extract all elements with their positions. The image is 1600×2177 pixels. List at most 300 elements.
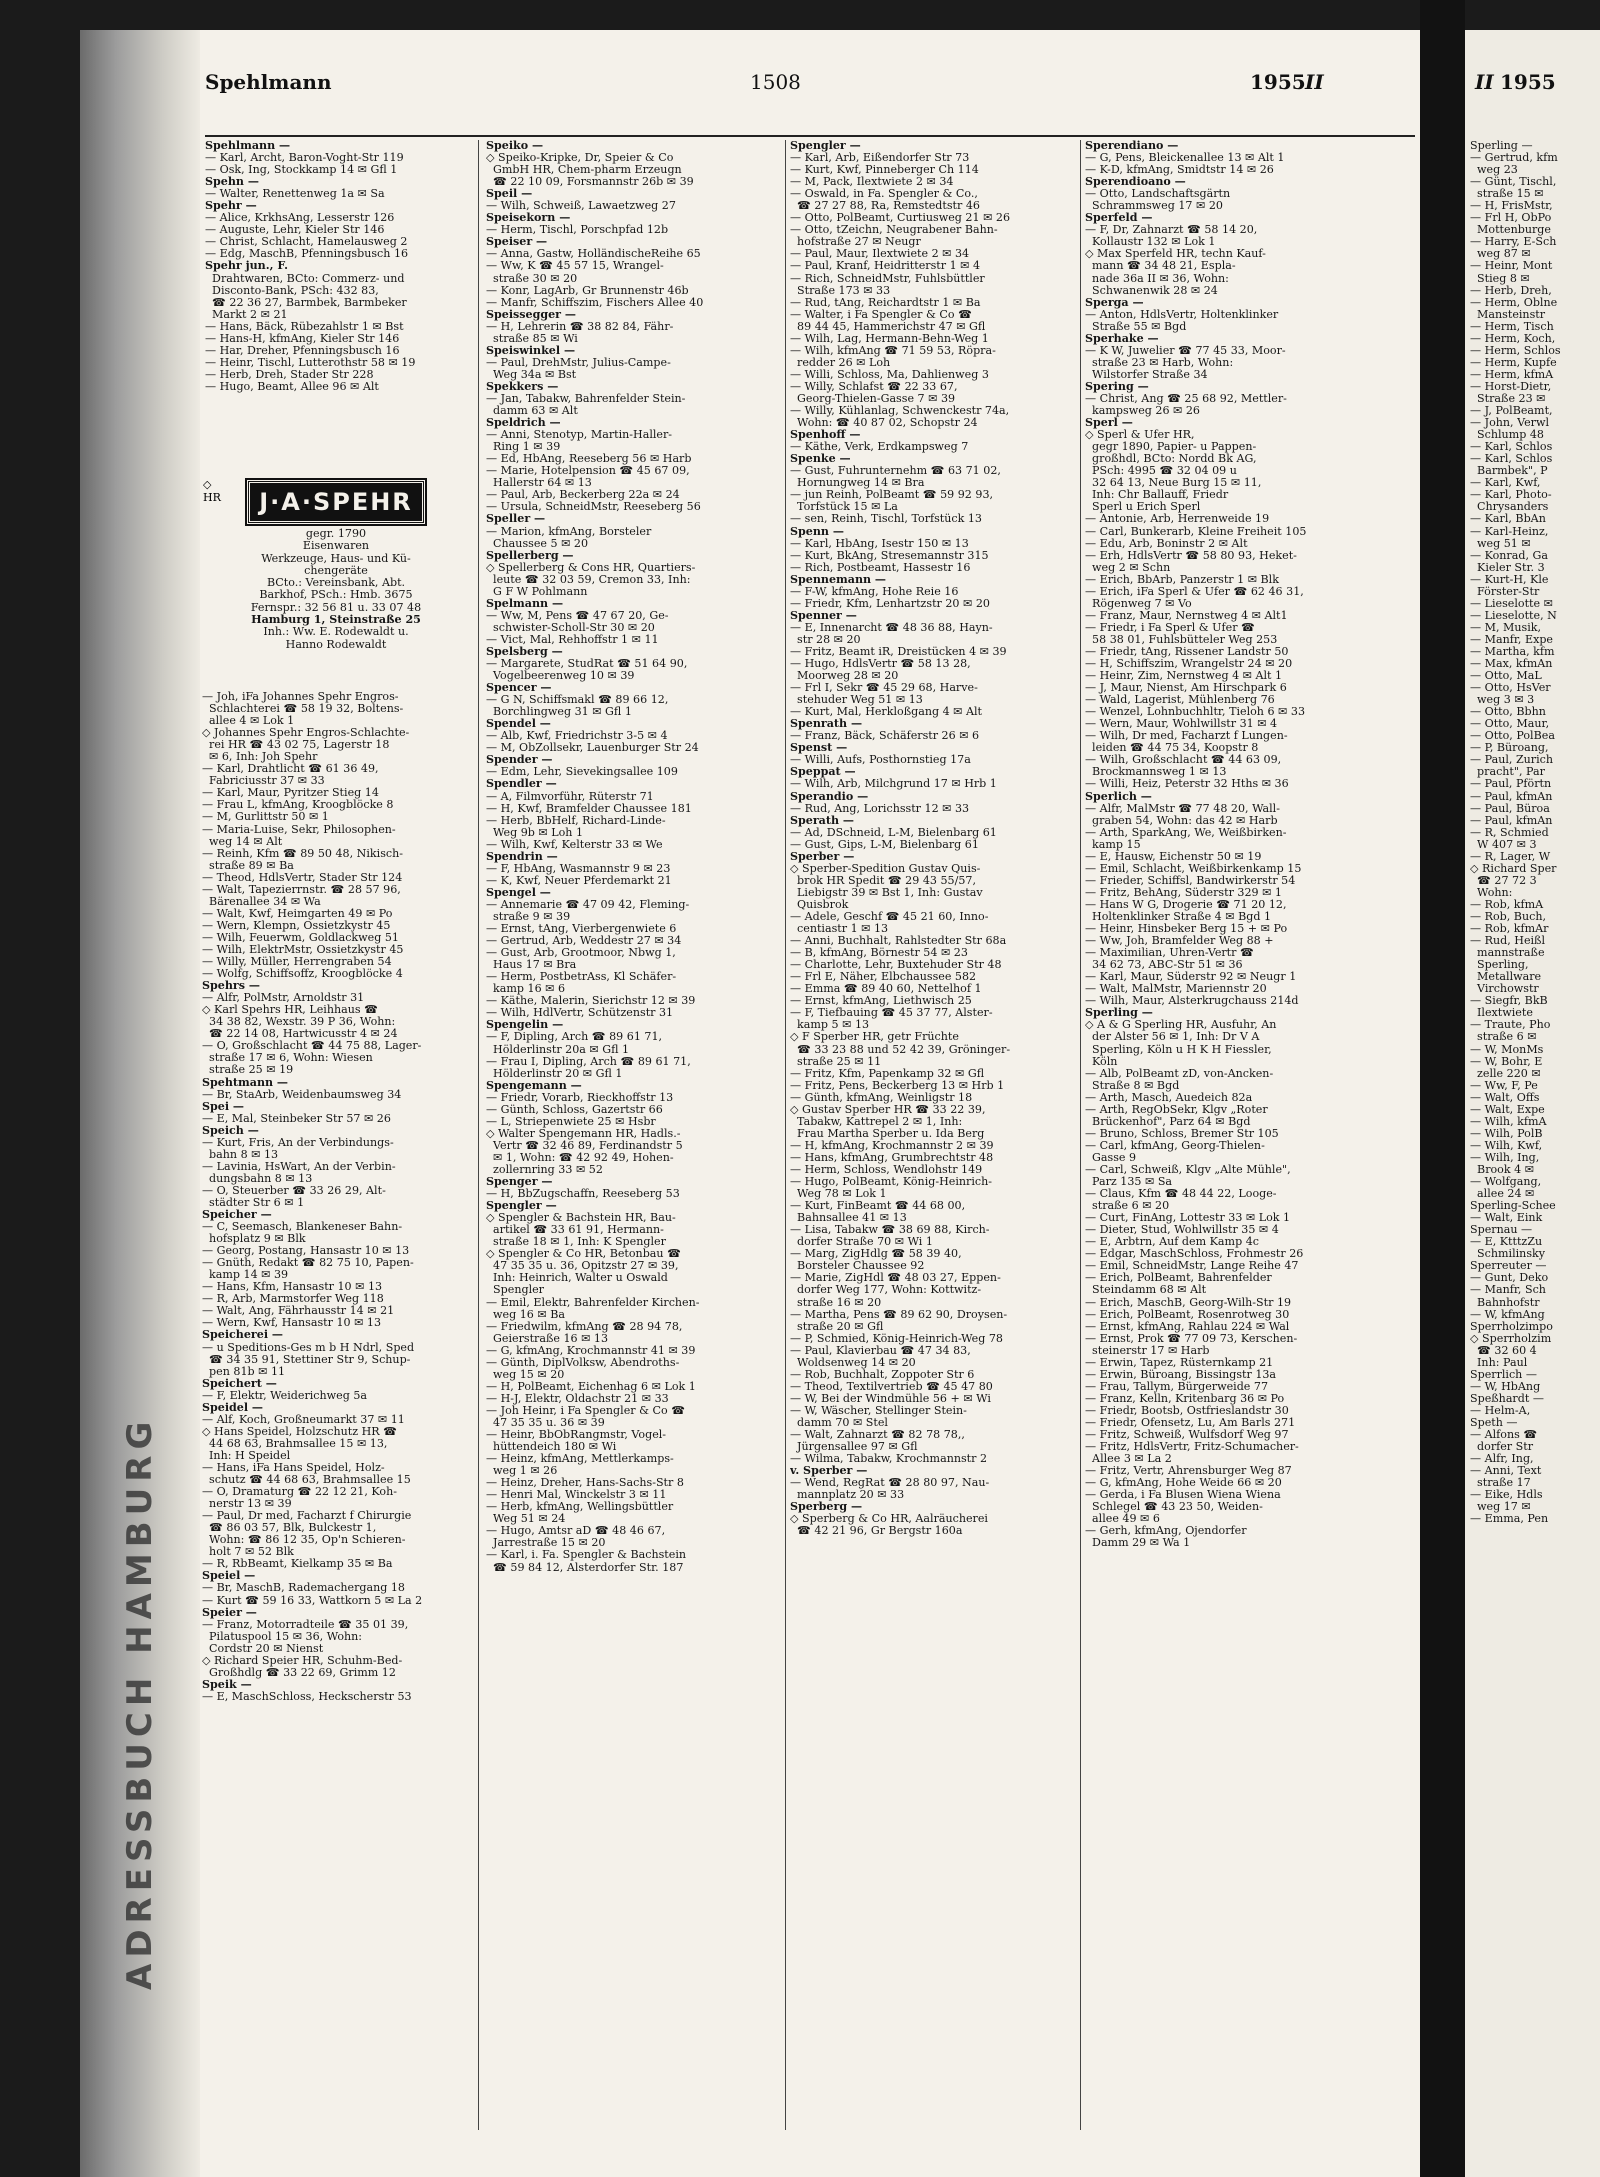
directory-entry-line: — Kurt, Fris, An der Verbindungs-: [202, 1135, 394, 1149]
directory-entry-line: Sperath —: [790, 813, 855, 827]
directory-entry-line: schwister-Scholl-Str 30 ✉ 20: [486, 620, 655, 634]
directory-entry-line: — Wend, RegRat ☎ 28 80 97, Nau-: [790, 1476, 990, 1490]
directory-entry-line: — Günth, Schloss, Gazertstr 66: [486, 1102, 663, 1116]
directory-entry-line: — Christ, Ang ☎ 25 68 92, Mettler-: [1085, 391, 1287, 405]
directory-entry-line: — Karl, Maur, Pyritzer Stieg 14: [202, 786, 379, 800]
directory-entry-line: — Erwin, Büroang, Bissingstr 13a: [1085, 1367, 1277, 1381]
directory-entry-line: — J, Maur, Nienst, Am Hirschpark 6: [1085, 681, 1287, 695]
facing-entry-line: Spernau —: [1470, 1223, 1533, 1237]
facing-entry-line: — Walt, Expe: [1470, 1102, 1545, 1116]
directory-entry-line: Georg-Thielen-Gasse 7 ✉ 39: [790, 391, 956, 405]
directory-entry-line: gegr 1890, Papier- u Pappen-: [1085, 440, 1257, 454]
directory-entry-line: — Hans, Kfm, Hansastr 10 ✉ 13: [202, 1280, 383, 1294]
directory-entry-line: Allee 3 ✉ La 2: [1085, 1452, 1172, 1466]
directory-entry-line: Speisekorn —: [486, 211, 571, 225]
directory-entry-line: straße 9 ✉ 39: [486, 910, 571, 923]
directory-entry-line: — Walt, Kwf, Heimgarten 49 ✉ Po: [202, 906, 393, 920]
directory-entry-line: — u Speditions-Ges m b H Ndrl, Sped: [202, 1340, 415, 1354]
directory-column-3: [790, 140, 1086, 2130]
directory-entry-line: Torfstück 15 ✉ La: [790, 500, 898, 514]
directory-entry-line: — Wilh, Maur, Alsterkrugchauss 214d: [1085, 994, 1299, 1008]
directory-entry-line: — Walt, MalMstr, Mariennstr 20: [1085, 982, 1267, 996]
facing-entry-line: ◇ Sperrholzim: [1470, 1331, 1552, 1345]
facing-entry-line: — Karl, BbAn: [1470, 512, 1546, 526]
directory-entry-line: — Christ, Schlacht, Hamelausweg 2: [205, 235, 408, 249]
facing-entry-line: pracht", Par: [1470, 765, 1545, 779]
directory-entry-line: — Wald, Lagerist, Mühlenberg 76: [1085, 693, 1275, 707]
directory-entry-line: Fabriciusstr 37 ✉ 33: [202, 774, 325, 788]
directory-entry-line: — Rich, SchneidMstr, Fuhlsbüttler: [790, 271, 985, 285]
directory-entry-line: — Wilh, Dr med, Facharzt f Lungen-: [1085, 729, 1288, 743]
directory-entry-line: — Fritz, HdlsVertr, Fritz-Schumacher-: [1085, 1440, 1299, 1454]
directory-entry-line: — Wern, Klempn, Ossietzkystr 45: [202, 918, 391, 932]
facing-entry-line: — Lieselotte ✉: [1470, 596, 1553, 610]
directory-entry-line: Steindamm 68 ✉ Alt: [1085, 1283, 1207, 1297]
facing-entry-line: — Otto, MaL: [1470, 669, 1542, 683]
directory-entry-line: Spengemann —: [486, 1078, 582, 1092]
facing-entry-line: — Karl, Schlos: [1470, 440, 1553, 454]
facing-entry-line: — R, Schmied: [1470, 825, 1549, 839]
directory-entry-line: Sperberg —: [790, 1500, 863, 1514]
facing-entry-line: — Otto, Maur,: [1470, 717, 1550, 731]
directory-entry-line: — Hans, kfmAng, Grumbrechtstr 48: [790, 1150, 994, 1164]
directory-entry-line: — F, HbAng, Wasmannstr 9 ✉ 23: [486, 861, 671, 875]
directory-entry-line: ◇ Sperl & Ufer HR,: [1085, 428, 1195, 442]
directory-entry-line: ☎ 22 10 09, Forsmannstr 26b ✉ 39: [486, 175, 694, 189]
directory-entry-line: — Gust, Gips, L-M, Bielenbarg 61: [790, 837, 979, 851]
facing-entry-line: — Eike, Hdls: [1470, 1488, 1543, 1502]
directory-entry-line: — Ww, K ☎ 45 57 15, Wrangel-: [486, 259, 664, 273]
directory-entry-line: — Wilh, Großschlacht ☎ 44 63 09,: [1085, 753, 1282, 767]
directory-entry-line: ◇ A & G Sperling HR, Ausfuhr, An: [1085, 1018, 1277, 1032]
directory-column-1-lower: [202, 691, 474, 2131]
facing-entry-line: — Günt, Tischl,: [1470, 175, 1557, 189]
directory-entry-line: — M, ObZollsekr, Lauenburger Str 24: [486, 741, 699, 755]
directory-entry-line: Speller —: [486, 512, 546, 526]
directory-entry-line: 34 62 73, ABC-Str 51 ✉ 36: [1085, 958, 1243, 972]
directory-entry-line: — Wern, Maur, Wohlwillstr 31 ✉ 4: [1085, 717, 1278, 731]
directory-entry-line: — G, kfmAng, Krochmannstr 41 ✉ 39: [486, 1343, 696, 1357]
directory-entry-line: — Konr, LagArb, Gr Brunnenstr 46b: [486, 283, 689, 297]
directory-entry-line: — Erh, HdlsVertr ☎ 58 80 93, Heket-: [1085, 548, 1297, 562]
directory-entry-line: — Paul, Klavierbau ☎ 47 34 83,: [790, 1343, 971, 1357]
directory-entry-line: — Gnüth, Redakt ☎ 82 75 10, Papen-: [202, 1256, 414, 1270]
directory-entry-line: ☎ 27 27 88, Ra, Remstedtstr 46: [790, 199, 980, 213]
directory-entry-line: — H, PolBeamt, Eichenhag 6 ✉ Lok 1: [486, 1379, 696, 1393]
facing-entry-line: weg 23: [1470, 163, 1518, 177]
directory-entry-line: damm 63 ✉ Alt: [486, 404, 578, 418]
directory-entry-line: — Gertrud, Arb, Weddestr 27 ✉ 34: [486, 934, 682, 948]
directory-entry-line: — Friedwilm, kfmAng ☎ 28 94 78,: [486, 1319, 683, 1333]
directory-entry-line: — Kurt, BkAng, Stresemannstr 315: [790, 548, 989, 562]
facing-entry-line: — Traute, Pho: [1470, 1018, 1551, 1032]
directory-entry-line: — Curt, FinAng, Lottestr 33 ✉ Lok 1: [1085, 1211, 1291, 1225]
ad-line: Hanno Rodewaldt: [285, 637, 387, 651]
directory-entry-line: pen 81b ✉ 11: [202, 1364, 286, 1378]
directory-entry-line: — Georg, Postang, Hansastr 10 ✉ 13: [202, 1244, 410, 1258]
directory-entry-line: — Anni, Stenotyp, Martin-Haller-: [486, 428, 673, 442]
directory-entry-line: Woldsenweg 14 ✉ 20: [790, 1355, 916, 1369]
directory-entry-line: — Frieder, Schiffsl, Bandwirkerstr 54: [1085, 873, 1296, 887]
ad-line: Inh.: Ww. E. Rodewaldt u.: [263, 625, 409, 639]
directory-entry-line: Speiser —: [486, 235, 548, 249]
directory-entry-line: 34 38 82, Wexstr. 39 P 36, Wohn:: [202, 1015, 396, 1029]
directory-entry-line: — H, Schiffszim, Wrangelstr 24 ✉ 20: [1085, 657, 1293, 671]
directory-entry-line: — F, Dipling, Arch ☎ 89 61 71,: [486, 1030, 663, 1044]
directory-entry-line: Kollaustr 132 ✉ Lok 1: [1085, 235, 1216, 249]
directory-entry-line: kamp 16 ✉ 6: [486, 982, 566, 996]
directory-entry-line: hofstraße 27 ✉ Neugr: [790, 235, 921, 249]
facing-entry-line: — Rob, Buch,: [1470, 910, 1546, 923]
ad-logo: J·A·SPEHR: [247, 480, 425, 524]
directory-entry-line: — Paul, Dr med, Facharzt f Chirurgie: [202, 1509, 412, 1523]
ad-line: BCto.: Vereinsbank, Abt.: [266, 576, 406, 590]
ad-line: Eisenwaren: [302, 539, 370, 553]
directory-entry-line: — Erich, PolBeamt, Bahrenfelder: [1085, 1271, 1272, 1285]
directory-entry-line: — Heinz, kfmAng, Mettlerkamps-: [486, 1452, 674, 1466]
facing-entry-line: ◇ Richard Sper: [1470, 861, 1557, 875]
directory-entry-line: Weg 9b ✉ Loh 1: [486, 825, 584, 839]
directory-entry-line: — Alb, PolBeamt zD, von-Ancken-: [1085, 1066, 1274, 1080]
directory-entry-line: — Otto, tZeichn, Neugrabener Bahn-: [790, 223, 998, 237]
directory-entry-line: kamp 15: [1085, 837, 1141, 851]
directory-entry-line: — Otto, Landschaftsgärtn: [1085, 187, 1231, 201]
directory-entry-line: Ring 1 ✉ 39: [486, 440, 561, 454]
ad-line: chengeräte: [304, 563, 368, 577]
directory-entry-line: — Marie, Hotelpension ☎ 45 67 09,: [486, 464, 690, 478]
directory-entry-line: — Edgar, MaschSchloss, Frohmestr 26: [1085, 1247, 1304, 1261]
directory-entry-line: kampsweg 26 ✉ 26: [1085, 404, 1200, 418]
facing-entry-line: — Paul, Zurich: [1470, 753, 1554, 767]
directory-entry-line: allee 49 ✉ 6: [1085, 1512, 1160, 1526]
directory-entry-line: Spei —: [202, 1099, 244, 1113]
directory-entry-line: Speichert —: [202, 1376, 277, 1390]
directory-entry-line: — Franz, Kelln, Kritenbarg 36 ✉ Po: [1085, 1391, 1285, 1405]
facing-entry-line: Kieler Str. 3: [1470, 560, 1545, 574]
directory-entry-line: Drahtwaren, BCto: Commerz- und: [205, 271, 405, 285]
directory-entry-line: — Wilma, Tabakw, Krochmannstr 2: [790, 1452, 988, 1466]
directory-entry-line: centiastr 1 ✉ 13: [790, 922, 889, 936]
directory-entry-line: — Bruno, Schloss, Bremer Str 105: [1085, 1126, 1279, 1140]
directory-entry-line: — Paul, Arb, Beckerberg 22a ✉ 24: [486, 488, 680, 502]
directory-entry-line: — Karl, Archt, Baron-Voght-Str 119: [205, 151, 404, 165]
directory-entry-line: Sperl —: [1085, 416, 1133, 430]
directory-entry-line: — Franz, Motorradteile ☎ 35 01 39,: [202, 1617, 409, 1631]
directory-column-4: [1085, 140, 1417, 2130]
directory-entry-line: straße 25 ✉ 19: [202, 1063, 294, 1077]
directory-entry-line: Sperling —: [1085, 1006, 1153, 1020]
directory-entry-line: — K W, Juwelier ☎ 77 45 33, Moor-: [1085, 343, 1286, 357]
directory-entry-line: — H, Lehrerin ☎ 38 82 84, Fähr-: [486, 319, 674, 333]
directory-entry-line: — Auguste, Lehr, Kieler Str 146: [205, 223, 385, 237]
facing-entry-line: — Harry, E-Sch: [1470, 235, 1557, 249]
directory-entry-line: — Fritz, Schweiß, Wulfsdorf Weg 97: [1085, 1428, 1289, 1442]
directory-entry-line: hüttendeich 180 ✉ Wi: [486, 1440, 617, 1454]
directory-entry-line: — Marg, ZigHdlg ☎ 58 39 40,: [790, 1247, 962, 1261]
facing-entry-line: W 407 ✉ 3: [1470, 837, 1537, 851]
directory-entry-line: Spennemann —: [790, 572, 887, 586]
directory-entry-line: — jun Reinh, PolBeamt ☎ 59 92 93,: [790, 488, 994, 502]
directory-entry-line: — Heinr, Zim, Nernstweg 4 ✉ Alt 1: [1085, 669, 1283, 683]
directory-entry-line: leute ☎ 32 03 59, Cremon 33, Inh:: [486, 572, 691, 586]
running-header-name: Spehlmann: [205, 70, 332, 94]
directory-entry-line: Sperendiano —: [1085, 140, 1179, 152]
directory-entry-line: — Ed, HbAng, Reeseberg 56 ✉ Harb: [486, 452, 692, 466]
facing-entry-line: — Otto, HsVer: [1470, 681, 1551, 695]
directory-entry-line: Pilatuspool 15 ✉ 36, Wohn:: [202, 1629, 363, 1643]
column-divider: [478, 140, 479, 2130]
directory-entry-line: — Alice, KrkhsAng, Lesserstr 126: [205, 211, 395, 225]
directory-entry-line: — G, Pens, Bleickenallee 13 ✉ Alt 1: [1085, 151, 1285, 165]
directory-entry-line: Spender —: [486, 753, 553, 767]
facing-entry-line: — Otto, PolBea: [1470, 729, 1555, 743]
facing-entry-line: — Karl-Heinz,: [1470, 524, 1549, 538]
directory-entry-line: — Adele, Geschf ☎ 45 21 60, Inno-: [790, 910, 989, 923]
directory-entry-line: Speiko —: [486, 140, 544, 152]
facing-entry-line: — Alfr, Ing,: [1470, 1452, 1534, 1466]
facing-entry-line: — R, Lager, W: [1470, 849, 1551, 863]
directory-entry-line: — E, Arbtrn, Auf dem Kamp 4c: [1085, 1235, 1259, 1249]
directory-entry-line: — Rud, Ang, Lorichsstr 12 ✉ 33: [790, 801, 970, 815]
directory-entry-line: — Frau L, kfmAng, Kroogblöcke 8: [202, 798, 394, 812]
directory-entry-line: ◇ Sperber-Spedition Gustav Quis-: [790, 861, 981, 875]
directory-entry-line: — Ernst, Prok ☎ 77 09 73, Kerschen-: [1085, 1331, 1298, 1345]
directory-entry-line: — Willi, Schloss, Ma, Dahlienweg 3: [790, 367, 989, 381]
directory-entry-line: Vertr ☎ 32 46 89, Ferdinandstr 5: [486, 1138, 683, 1152]
directory-entry-line: — Frl E, Näher, Elbchaussee 582: [790, 970, 977, 984]
facing-entry-line: — Herm, Koch,: [1470, 331, 1556, 345]
directory-entry-line: — Hugo, Amtsr aD ☎ 48 46 67,: [486, 1524, 666, 1538]
directory-entry-line: Gasse 9: [1085, 1150, 1137, 1164]
page-number: 1508: [750, 70, 801, 94]
directory-entry-line: v. Sperber —: [790, 1464, 868, 1478]
directory-entry-line: — E, MaschSchloss, Heckscherstr 53: [202, 1689, 412, 1703]
directory-entry-line: — Erich, iFa Sperl & Ufer ☎ 62 46 31,: [1085, 584, 1304, 598]
directory-entry-line: — Hugo, Beamt, Allee 96 ✉ Alt: [205, 379, 379, 393]
directory-entry-line: — Friedr, Bootsb, Ostfrieslandstr 30: [1085, 1403, 1289, 1417]
facing-entry-line: Speth —: [1470, 1415, 1518, 1429]
directory-entry-line: Holtenklinker Straße 4 ✉ Bgd 1: [1085, 910, 1272, 923]
directory-entry-line: Spenner —: [790, 608, 857, 622]
directory-entry-line: — F-W, kfmAng, Hohe Reie 16: [790, 584, 959, 598]
directory-entry-line: — Kurt ☎ 59 16 33, Wattkorn 5 ✉ La 2: [202, 1593, 423, 1607]
facing-entry-line: Sperreuter —: [1470, 1259, 1547, 1273]
directory-entry-line: zollernring 33 ✉ 52: [486, 1162, 603, 1176]
directory-entry-line: ☎ 33 23 88 und 52 42 39, Gröninger-: [790, 1042, 1011, 1056]
directory-entry-line: Geierstraße 16 ✉ 13: [486, 1331, 609, 1345]
directory-entry-line: — Manfr, Schiffszim, Fischers Allee 40: [486, 295, 704, 309]
directory-entry-line: weg 14 ✉ Alt: [202, 834, 283, 848]
directory-entry-line: Sperl u Erich Sperl: [1085, 500, 1201, 514]
ad-line: Werkzeuge, Haus- und Kü-: [261, 551, 411, 565]
directory-entry-line: — M, Gurlittstr 50 ✉ 1: [202, 810, 329, 824]
facing-entry-line: — Gertrud, kfm: [1470, 151, 1558, 165]
directory-entry-line: — Erich, MaschB, Georg-Wilh-Str 19: [1085, 1295, 1292, 1309]
directory-entry-line: — Paul, Kranf, Heidritterstr 1 ✉ 4: [790, 259, 981, 273]
directory-entry-line: — Friedr, tAng, Rissener Landstr 50: [1085, 644, 1289, 658]
facing-entry-line: Schlump 48: [1470, 428, 1544, 442]
facing-entry-line: — Max, kfmAn: [1470, 657, 1553, 671]
directory-entry-line: — Willi, Heiz, Peterstr 32 Hths ✉ 36: [1085, 777, 1289, 791]
directory-entry-line: — Käthe, Verk, Erdkampsweg 7: [790, 440, 969, 454]
directory-entry-line: — R, Arb, Marmstorfer Weg 118: [202, 1292, 384, 1306]
directory-entry-line: Brockmannsweg 1 ✉ 13: [1085, 765, 1227, 779]
directory-entry-line: Sperling, Köln u H K H Fiessler,: [1085, 1042, 1272, 1056]
directory-entry-line: GmbH HR, Chem-pharm Erzeugn: [486, 163, 682, 177]
directory-entry-line: — Claus, Kfm ☎ 48 44 22, Looge-: [1085, 1187, 1277, 1201]
directory-entry-line: straße 17 ✉ 6, Wohn: Wiesen: [202, 1051, 373, 1065]
directory-entry-line: — C, Seemasch, Blankeneser Bahn-: [202, 1220, 403, 1234]
directory-entry-line: Spenhoff —: [790, 428, 861, 442]
directory-entry-line: straße 18 ✉ 1, Inh: K Spengler: [486, 1235, 666, 1249]
facing-entry-line: — Alfons ☎: [1470, 1428, 1538, 1442]
directory-entry-line: — Arth, Masch, Auedeich 82a: [1085, 1090, 1253, 1104]
directory-entry-line: — Edu, Arb, Boninstr 2 ✉ Alt: [1085, 536, 1248, 550]
facing-entry-line: — Wilh, kfmA: [1470, 1114, 1547, 1128]
directory-entry-line: — Herb, Dreh, Stader Str 228: [205, 367, 374, 381]
directory-entry-line: holt 7 ✉ 52 Blk: [202, 1545, 294, 1559]
facing-entry-line: Metallware: [1470, 970, 1542, 984]
directory-entry-line: Inh: Heinrich, Walter u Oswald: [486, 1271, 668, 1285]
directory-entry-line: — Annemarie ☎ 47 09 42, Fleming-: [486, 897, 690, 911]
directory-entry-line: damm 70 ✉ Stel: [790, 1415, 888, 1429]
directory-entry-line: — Carl, Schweiß, Klgv „Alte Mühle",: [1085, 1162, 1291, 1176]
directory-entry-line: — Otto, PolBeamt, Curtiusweg 21 ✉ 26: [790, 211, 1011, 225]
directory-entry-line: — Martha, Pens ☎ 89 62 90, Droysen-: [790, 1307, 1008, 1321]
directory-entry-line: — F, Tiefbauing ☎ 45 37 77, Alster-: [790, 1006, 993, 1020]
directory-entry-line: ◇ Speiko-Kripke, Dr, Speier & Co: [486, 151, 674, 165]
facing-entry-line: — H, FrisMstr,: [1470, 199, 1553, 213]
facing-entry-line: Brook 4 ✉: [1470, 1162, 1534, 1176]
directory-entry-line: Speicherei —: [202, 1328, 283, 1342]
directory-entry-line: — Hans, Bäck, Rübezahlstr 1 ✉ Bst: [205, 319, 404, 333]
directory-entry-line: Brückenhof", Parz 64 ✉ Bgd: [1085, 1114, 1251, 1128]
facing-entry-line: Straße 23 ✉: [1470, 391, 1546, 405]
directory-entry-line: — M, Pack, Ilextwiete 2 ✉ 34: [790, 175, 954, 189]
directory-entry-line: — Joh Heinr, i Fa Spengler & Co ☎: [486, 1403, 686, 1417]
facing-entry-line: — Gunt, Deko: [1470, 1271, 1549, 1285]
directory-entry-line: artikel ☎ 33 61 91, Hermann-: [486, 1223, 664, 1237]
directory-entry-line: — Emil, Elektr, Bahrenfelder Kirchen-: [486, 1295, 700, 1309]
directory-entry-line: — Oswald, in Fa. Spengler & Co.,: [790, 187, 978, 201]
directory-entry-line: — Ww, Joh, Bramfelder Weg 88 +: [1085, 934, 1274, 948]
directory-entry-line: 47 35 35 u. 36, Opitzstr 27 ✉ 39,: [486, 1259, 679, 1273]
facing-entry-line: Bahnhofstr: [1470, 1295, 1540, 1309]
directory-entry-line: — G N, Schiffsmakl ☎ 89 66 12,: [486, 693, 669, 707]
directory-column-2: [486, 140, 782, 2130]
header-year: 1955: [1250, 70, 1306, 94]
directory-entry-line: — Hans W G, Drogerie ☎ 71 20 12,: [1085, 897, 1287, 911]
directory-entry-line: — Rob, Buchhalt, Zoppoter Str 6: [790, 1367, 975, 1381]
directory-entry-line: — Herm, PostbetrAss, Kl Schäfer-: [486, 970, 677, 984]
facing-entry-line: — J, PolBeamt,: [1470, 404, 1553, 418]
directory-entry-line: — Fritz, BehAng, Süderstr 329 ✉ 1: [1085, 885, 1282, 899]
facing-entry-line: Sperling,: [1470, 958, 1529, 972]
directory-entry-line: ◇ Hans Speidel, Holzschutz HR ☎: [202, 1424, 397, 1438]
directory-entry-line: — Lavinia, HsWart, An der Verbin-: [202, 1159, 396, 1173]
directory-entry-line: ☎ 34 35 91, Stettiner Str 9, Schup-: [202, 1352, 411, 1366]
directory-entry-line: Liebigstr 39 ✉ Bst 1, Inh: Gustav: [790, 885, 983, 899]
directory-entry-line: — Fritz, Kfm, Papenkamp 32 ✉ Gfl: [790, 1066, 985, 1080]
facing-header-part: II: [1475, 70, 1494, 94]
facing-entry-line: Chrysanders: [1470, 500, 1549, 514]
directory-entry-line: — Alf, Koch, Großneumarkt 37 ✉ 11: [202, 1412, 405, 1426]
facing-entry-line: — Lieselotte, N: [1470, 608, 1557, 622]
directory-entry-line: redder 26 ✉ Loh: [790, 355, 891, 369]
directory-entry-line: — Carl, Bunkerarb, Kleine Freiheit 105: [1085, 524, 1307, 538]
directory-entry-line: — Wilh, Lag, Hermann-Behn-Weg 1: [790, 331, 989, 345]
directory-entry-line: Hornungweg 14 ✉ Bra: [790, 476, 925, 490]
directory-entry-line: — sen, Reinh, Tischl, Torfstück 13: [790, 512, 982, 526]
directory-entry-line: — Fritz, Vertr, Ahrensburger Weg 87: [1085, 1464, 1292, 1478]
directory-entry-line: weg 16 ✉ Ba: [486, 1307, 565, 1321]
facing-entry-line: weg 51 ✉: [1470, 536, 1531, 550]
directory-entry-line: straße 25 ✉ 11: [790, 1054, 882, 1068]
directory-entry-line: Spenst —: [790, 741, 848, 755]
directory-entry-line: — Friedr, Vorarb, Rieckhoffstr 13: [486, 1090, 674, 1104]
directory-entry-line: Spengler —: [790, 140, 861, 152]
directory-entry-line: — H, BbZugschaffn, Reeseberg 53: [486, 1187, 680, 1201]
directory-entry-line: Spendrin —: [486, 849, 558, 863]
directory-entry-line: — Heinr, BbObRangmstr, Vogel-: [486, 1428, 667, 1442]
directory-entry-line: — Br, MaschB, Rademachergang 18: [202, 1581, 405, 1595]
directory-entry-line: straße 85 ✉ Wi: [486, 331, 578, 345]
facing-entry-line: — Walt, Eink: [1470, 1211, 1543, 1225]
directory-entry-line: Moorweg 28 ✉ 20: [790, 669, 899, 683]
directory-entry-line: Spenrath —: [790, 717, 863, 731]
directory-entry-line: graben 54, Wohn: das 42 ✉ Harb: [1085, 813, 1278, 827]
directory-entry-line: — Gerda, i Fa Blusen Wiena Wiena: [1085, 1488, 1281, 1502]
directory-entry-line: — Erich, BbArb, Panzerstr 1 ✉ Blk: [1085, 572, 1279, 586]
directory-entry-line: — F, Elektr, Weiderichweg 5a: [202, 1388, 368, 1402]
facing-entry-line: — Martha, kfm: [1470, 644, 1555, 658]
directory-entry-line: Quisbrok: [790, 897, 849, 911]
directory-entry-line: — Karl, Arb, Eißendorfer Str 73: [790, 151, 970, 165]
directory-entry-line: Speil —: [486, 187, 533, 201]
directory-entry-line: Spellerberg —: [486, 548, 574, 562]
directory-entry-line: Schwanenwik 28 ✉ 24: [1085, 283, 1218, 297]
directory-entry-line: Spehtmann —: [202, 1075, 289, 1089]
page-gutter: [1420, 0, 1465, 2177]
directory-entry-line: — Emma ☎ 89 40 60, Nettelhof 1: [790, 982, 982, 996]
directory-entry-line: — Rich, Postbeamt, Hassestr 16: [790, 560, 971, 574]
directory-entry-line: G F W Pohlmann: [486, 584, 588, 598]
directory-entry-line: bahn 8 ✉ 13: [202, 1147, 279, 1161]
ad-marker: ◇ HR: [203, 478, 221, 504]
directory-entry-line: — Osk, Ing, Stockkamp 14 ✉ Gfl 1: [205, 163, 398, 177]
directory-entry-line: ✉ 6, Inh: Joh Spehr: [202, 750, 318, 764]
directory-entry-line: dungsbahn 8 ✉ 13: [202, 1171, 313, 1185]
facing-entry-line: — Konrad, Ga: [1470, 548, 1548, 562]
directory-entry-line: — L, Striepenwiete 25 ✉ Hsbr: [486, 1114, 656, 1128]
directory-entry-line: Chaussee 5 ✉ 20: [486, 536, 589, 550]
facing-entry-line: Mottenburge: [1470, 223, 1551, 237]
directory-entry-line: Spehr jun., F.: [205, 259, 288, 273]
directory-entry-line: — Kurt, Mal, Herkloßgang 4 ✉ Alt: [790, 705, 983, 719]
directory-entry-line: — Walt, Tapezierrnstr. ☎ 28 57 96,: [202, 882, 401, 896]
directory-entry-line: stehuder Weg 51 ✉ 13: [790, 693, 923, 707]
facing-entry-line: — Rob, kfmA: [1470, 897, 1544, 911]
directory-entry-line: steinerstr 17 ✉ Harb: [1085, 1343, 1210, 1357]
directory-entry-line: ◇ Richard Speier HR, Schuhm-Bed-: [202, 1653, 403, 1667]
directory-entry-line: Köln: [1085, 1054, 1118, 1068]
directory-entry-line: Spendel —: [486, 717, 551, 731]
directory-entry-line: — Ernst, kfmAng, Liethwisch 25: [790, 994, 972, 1008]
directory-entry-line: — Vict, Mal, Rehhoffstr 1 ✉ 11: [486, 632, 659, 646]
directory-entry-line: Parz 135 ✉ Sa: [1085, 1175, 1173, 1189]
directory-entry-line: — Walt, Ang, Fährhausstr 14 ✉ 21: [202, 1304, 395, 1318]
column-divider: [785, 140, 786, 2130]
